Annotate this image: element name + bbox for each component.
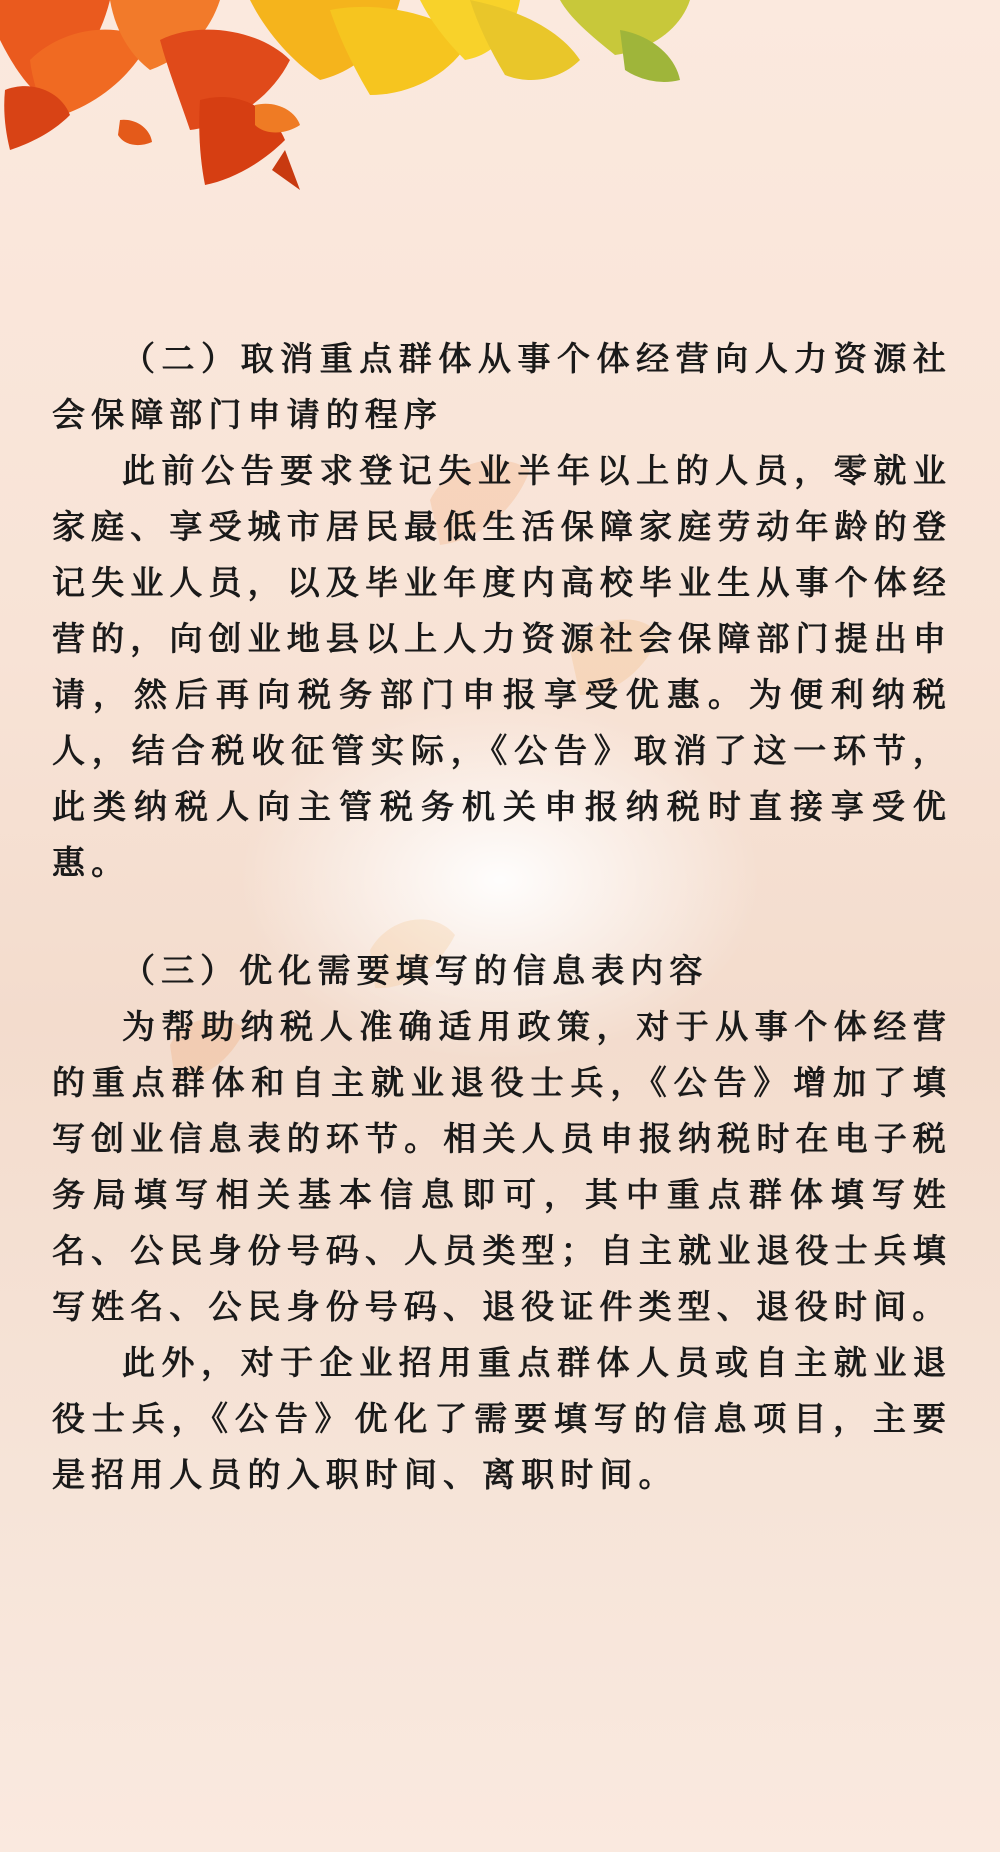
section-2-heading: （二）取消重点群体从事个体经营向人力资源社会保障部门申请的程序 bbox=[52, 339, 952, 434]
autumn-leaves-icon bbox=[0, 0, 700, 200]
section-3-paragraph-2: 此外，对于企业招用重点群体人员或自主就业退役士兵，《公告》优化了需要填写的信息项目，主要是招用人员的入职时间、离职时间。 bbox=[52, 1343, 952, 1494]
yellow-leaf-icon bbox=[250, 0, 690, 95]
section-3-paragraph: 为帮助纳税人准确适用政策，对于从事个体经营的重点群体和自主就业退役士兵，《公告》增加了填写创业信息表的环节。相关人员申报纳税时在电子税务局填写相关基本信息即可，其中重点群体填写姓名、公民身份号码、人员类型；自主就业退役士兵填写姓名、公民身份号码、退役证件类型、退役时间。 bbox=[52, 1007, 952, 1326]
section-2-paragraph: 此前公告要求登记失业半年以上的人员，零就业家庭、享受城市居民最低生活保障家庭劳动年龄的登记失业人员，以及毕业年度内高校毕业生从事个体经营的，向创业地县以上人力资源社会保障部门提出申请，然后再向税务部门申报享受优惠。为便利纳税人，结合税收征管实际，《公告》取消了这一环节，此类纳税人向主管税务机关申报纳税时直接享受优惠。 bbox=[52, 451, 952, 882]
section-3-heading: （三）优化需要填写的信息表内容 bbox=[122, 951, 709, 990]
